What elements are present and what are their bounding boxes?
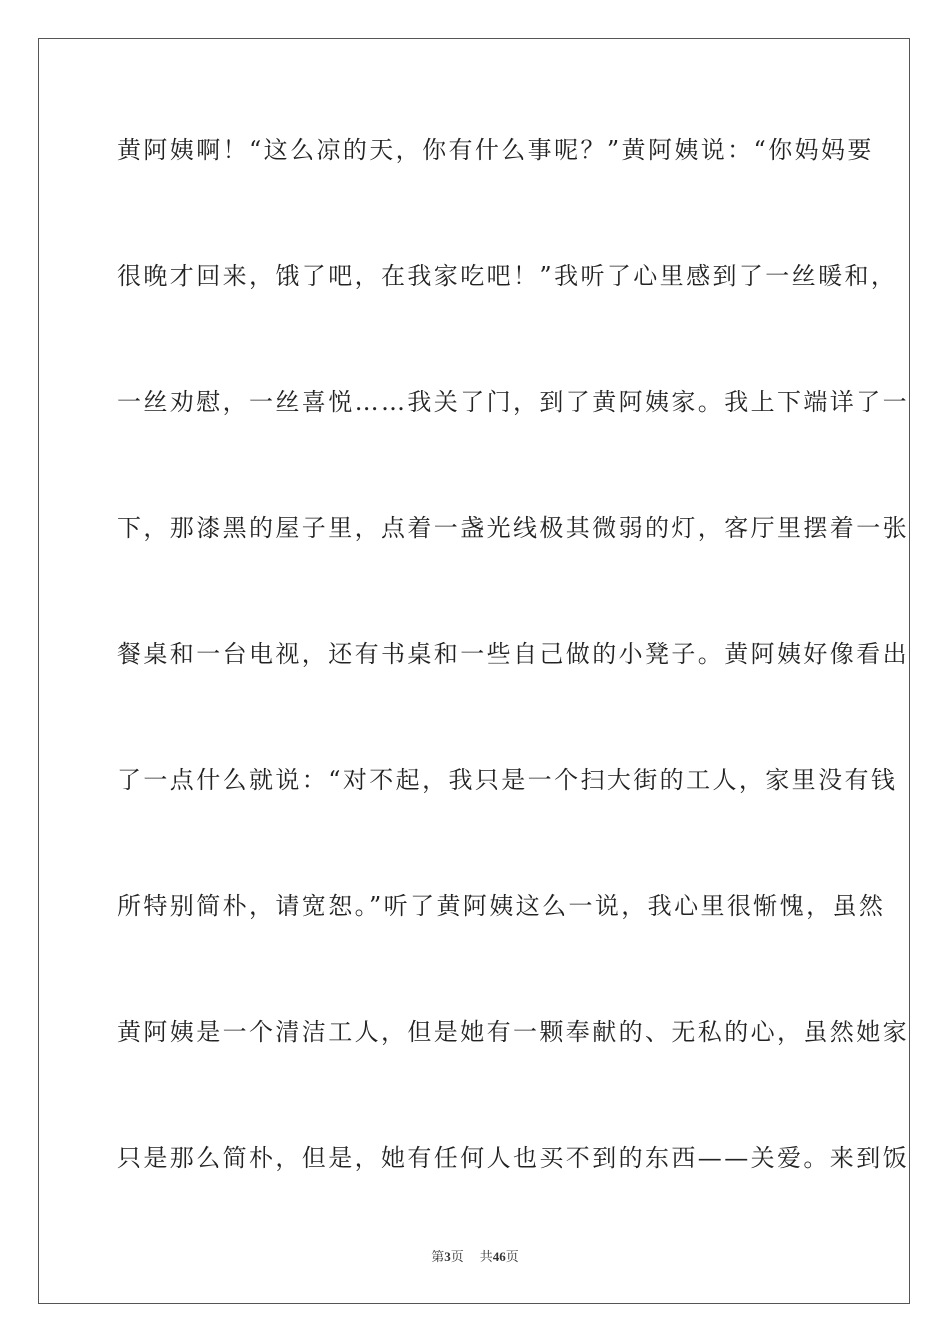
page-footer: [0, 1246, 950, 1265]
text-line: 一丝劝慰，一丝喜悦……我关了门，到了黄阿姨家。我上下端详了一: [117, 388, 909, 416]
text-line: 只是那么简朴，但是，她有任何人也买不到的东西——关爱。来到饭: [117, 1144, 909, 1172]
page-suffix: 页: [450, 1250, 464, 1265]
page-prefix: 第: [431, 1250, 445, 1265]
total-suffix: 页: [505, 1250, 519, 1265]
text-line: 了一点什么就说：“对不起，我只是一个扫大街的工人，家里没有钱: [117, 766, 898, 794]
document-body: [117, 130, 909, 1264]
text-line: 黄阿姨是一个清洁工人，但是她有一颗奉献的、无私的心，虽然她家: [117, 1018, 909, 1046]
text-line: 所特别简朴，请宽恕。”听了黄阿姨这么一说，我心里很惭愧，虽然: [117, 892, 886, 920]
page-number: 3: [444, 1249, 451, 1264]
text-line: 黄阿姨啊！“这么凉的天，你有什么事呢？”黄阿姨说：“你妈妈要: [117, 136, 874, 164]
total-pages: 46: [492, 1249, 506, 1264]
text-line: 很晚才回来，饿了吧，在我家吃吧！”我听了心里感到了一丝暖和，: [117, 262, 898, 290]
text-line: 下，那漆黑的屋子里，点着一盏光线极其微弱的灯，客厅里摆着一张: [117, 514, 909, 542]
text-line: 餐桌和一台电视，还有书桌和一些自己做的小凳子。黄阿姨好像看出: [117, 640, 909, 668]
total-prefix: 共: [479, 1250, 493, 1265]
